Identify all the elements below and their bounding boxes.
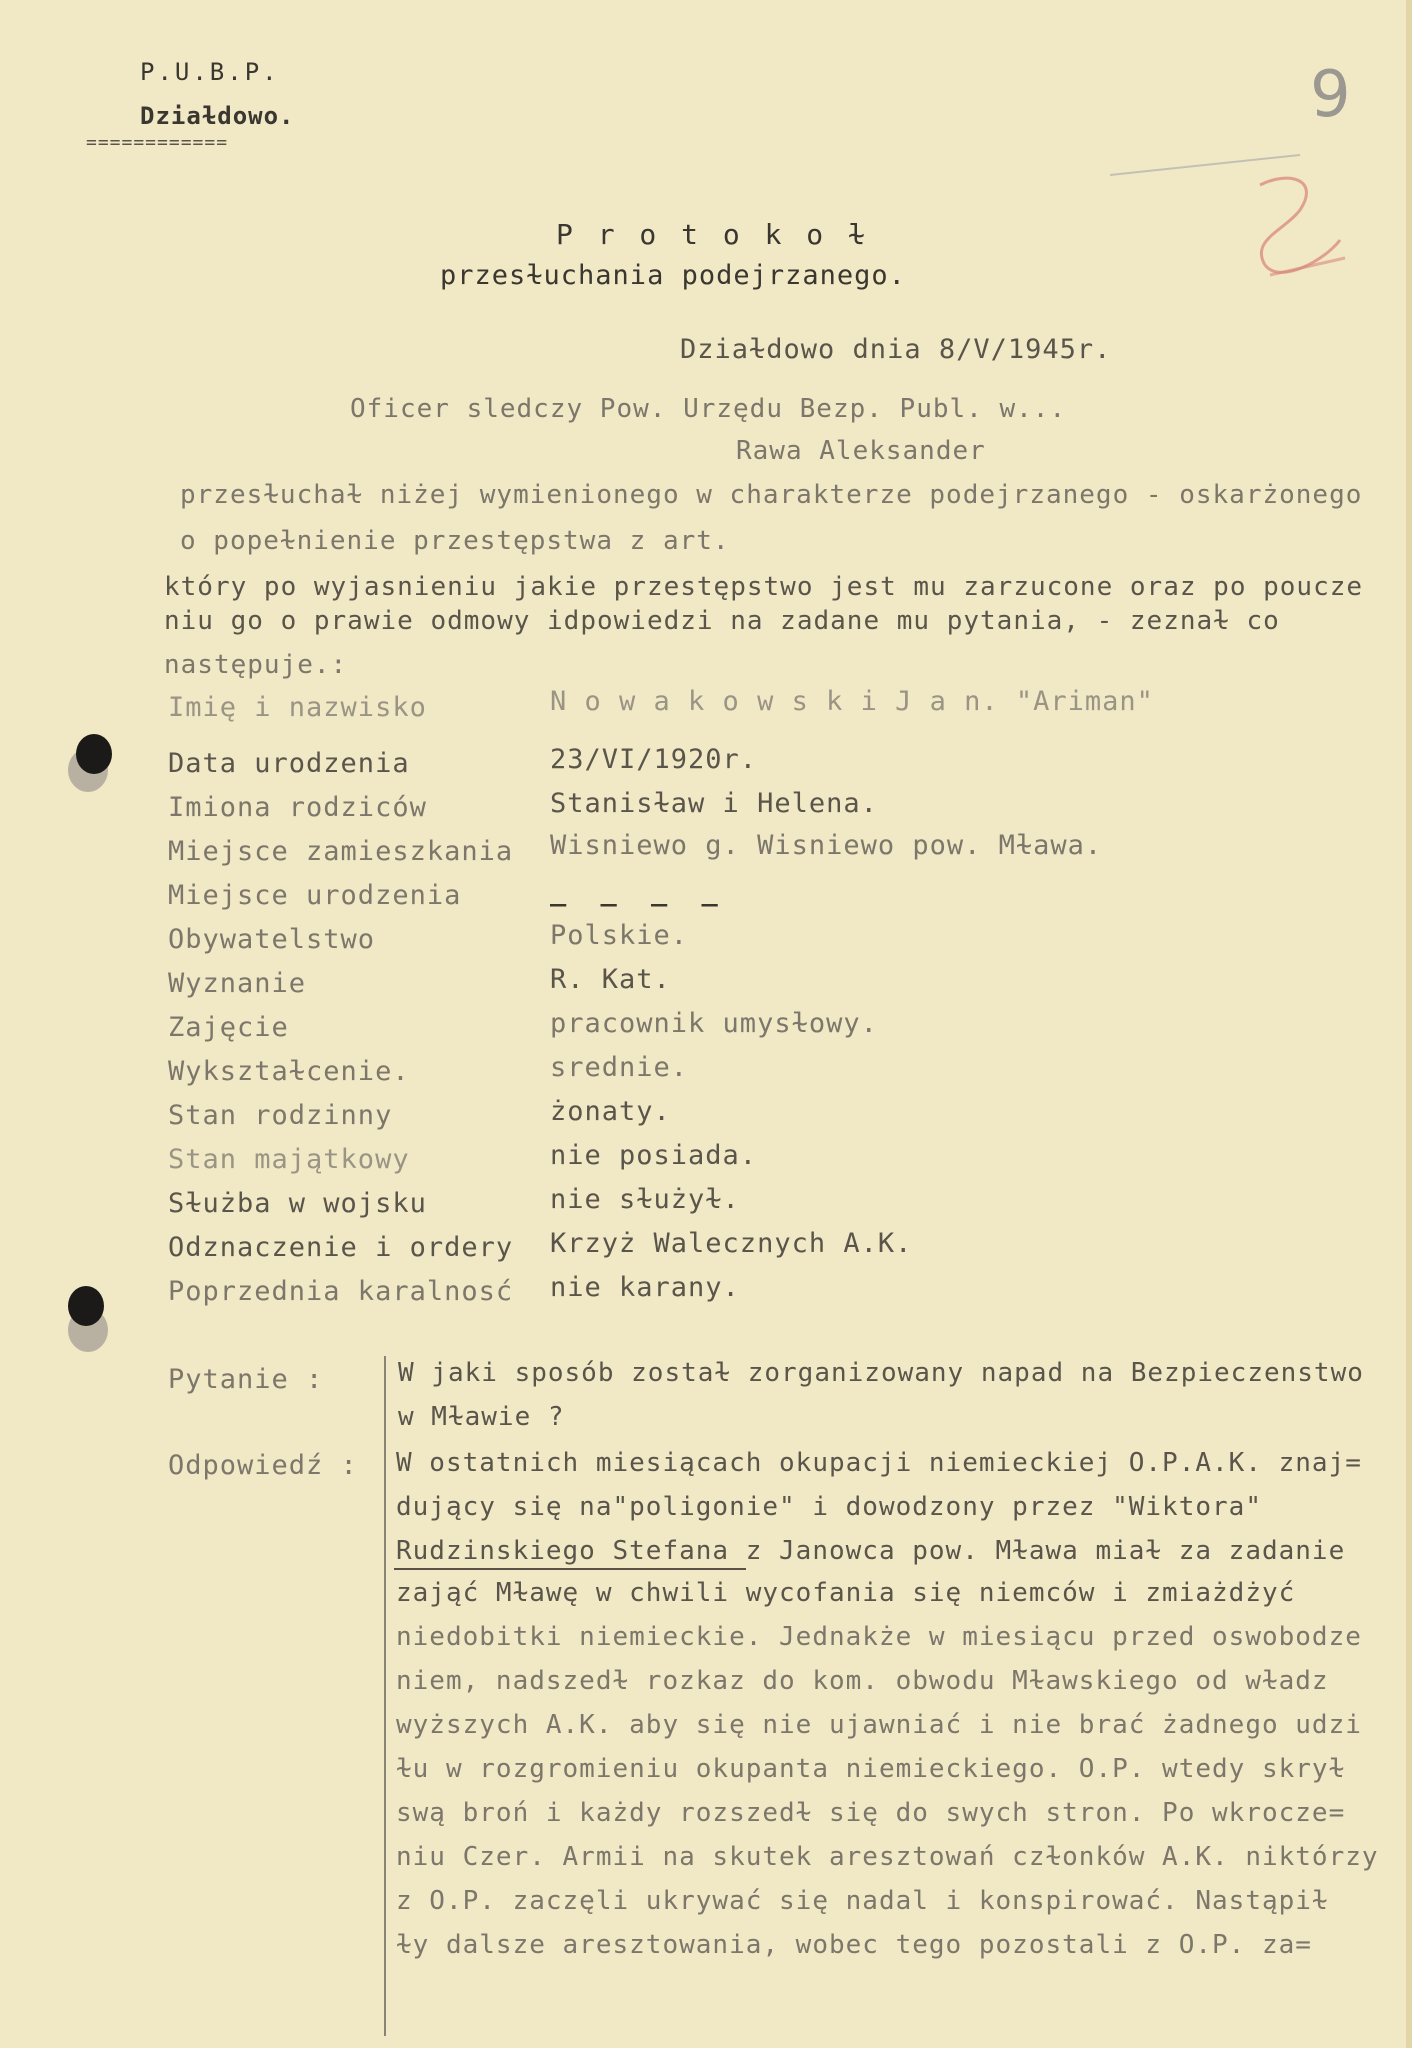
intro-line-4: o popeɫnienie przestępstwa z art. <box>180 526 730 556</box>
intro-line-2: Rawa Aleksander <box>736 436 986 466</box>
answer-line: z O.P. zaczęli ukrywać się nadal i konspirować. Nastąpiɫ <box>396 1886 1329 1916</box>
answer-line: niem, nadszedɫ rozkaz do kom. obwodu Mɫawskiego od wɫadz <box>396 1666 1329 1696</box>
pencil-stroke <box>1110 150 1310 190</box>
label-parents: Imiona rodziców <box>168 792 427 823</box>
page-number-pencil: 9 <box>1310 58 1351 132</box>
answer-line: wyższych A.K. aby się nie ujawniać i nie brać żadnego udzi <box>396 1710 1362 1740</box>
name-underline <box>394 1568 746 1570</box>
label-property: Stan majątkowy <box>168 1144 410 1175</box>
punch-hole <box>76 734 112 774</box>
label-family-status: Stan rodzinny <box>168 1100 393 1131</box>
value-decorations: Krzyż Walecznych A.K. <box>550 1228 913 1259</box>
dateline: Dziaɫdowo dnia 8/V/1945r. <box>680 334 1112 365</box>
value-education: srednie. <box>550 1052 689 1083</box>
office-header: P.U.B.P. <box>140 58 280 86</box>
title-protokol: P r o t o k o ɫ <box>556 218 869 251</box>
label-occupation: Zajęcie <box>168 1012 289 1043</box>
question-line: w Mɫawie ? <box>398 1402 565 1432</box>
label-residence: Miejsce zamieszkania <box>168 836 514 867</box>
answer-bracket <box>384 1446 386 2036</box>
value-parents: Stanisɫaw i Helena. <box>550 788 878 819</box>
title-subtitle: przesɫuchania podejrzanego. <box>440 260 906 291</box>
label-citizenship: Obywatelstwo <box>168 924 376 955</box>
answer-line: dujący się na"poligonie" i dowodzony przez "Wiktora" <box>396 1492 1262 1522</box>
answer-label: Odpowiedź : <box>168 1450 358 1481</box>
value-birthplace: _ _ _ _ <box>550 876 727 907</box>
value-name: N o w a k o w s k i J a n. "Ariman" <box>550 686 1154 717</box>
page-edge <box>1406 0 1412 2048</box>
answer-line: Rudzinskiego Stefana z Janowca pow. Mɫawa miaɫ za zadanie <box>396 1536 1346 1566</box>
answer-line: niedobitki niemieckie. Jednakże w miesiącu przed oswobodze <box>396 1622 1362 1652</box>
label-decorations: Odznaczenie i ordery <box>168 1232 514 1263</box>
value-family-status: żonaty. <box>550 1096 671 1127</box>
value-occupation: pracownik umysɫowy. <box>550 1008 878 1039</box>
label-religion: Wyznanie <box>168 968 307 999</box>
intro-line-6: niu go o prawie odmowy idpowiedzi na zadane mu pytania, - zeznaɫ co <box>164 606 1280 636</box>
punch-hole <box>68 1286 104 1326</box>
value-criminal-record: nie karany. <box>550 1272 740 1303</box>
value-military: nie sɫużyɫ. <box>550 1184 740 1215</box>
answer-line: niu Czer. Armii na skutek aresztowań czɫonków A.K. niktórzy <box>396 1842 1379 1872</box>
label-military: Sɫużba w wojsku <box>168 1188 427 1219</box>
label-birthplace: Miejsce urodzenia <box>168 880 462 911</box>
label-birthdate: Data urodzenia <box>168 748 410 779</box>
answer-line: ɫy dalsze aresztowania, wobec tego pozostali z O.P. za= <box>396 1930 1312 1960</box>
header-rule: ============ <box>86 132 229 153</box>
answer-line: W ostatnich miesiącach okupacji niemieckiej O.P.A.K. znaj= <box>396 1448 1362 1478</box>
intro-line-5: który po wyjasnieniu jakie przestępstwo jest mu zarzucone oraz po poucze <box>164 572 1364 602</box>
value-birthdate: 23/VI/1920r. <box>550 744 758 775</box>
answer-line: zająć Mɫawę w chwili wycofania się niemców i zmiażdżyć <box>396 1578 1296 1608</box>
label-name: Imię i nazwisko <box>168 692 427 723</box>
city-header: Dziaɫdowo. <box>140 102 295 130</box>
value-religion: R. Kat. <box>550 964 671 995</box>
label-criminal-record: Poprzednia karalnosć <box>168 1276 514 1307</box>
question-bracket <box>384 1356 386 1446</box>
value-residence: Wisniewo g. Wisniewo pow. Mɫawa. <box>550 830 1103 861</box>
question-label: Pytanie : <box>168 1364 324 1395</box>
intro-line-3: przesɫuchaɫ niżej wymienionego w charakterze podejrzanego - oskarżonego <box>180 480 1363 510</box>
label-education: Wyksztaɫcenie. <box>168 1056 410 1087</box>
value-property: nie posiada. <box>550 1140 758 1171</box>
answer-line: ɫu w rozgromieniu okupanta niemieckiego. O.P. wtedy skryɫ <box>396 1754 1346 1784</box>
value-citizenship: Polskie. <box>550 920 689 951</box>
intro-line-1: Oficer sledczy Pow. Urzędu Bezp. Publ. w... <box>350 394 1067 424</box>
answer-line: swą broń i każdy rozszedɫ się do swych stron. Po wkrocze= <box>396 1798 1346 1828</box>
intro-line-7: następuje.: <box>164 650 348 680</box>
question-line: W jaki sposób zostaɫ zorganizowany napad na Bezpieczenstwo <box>398 1358 1364 1388</box>
